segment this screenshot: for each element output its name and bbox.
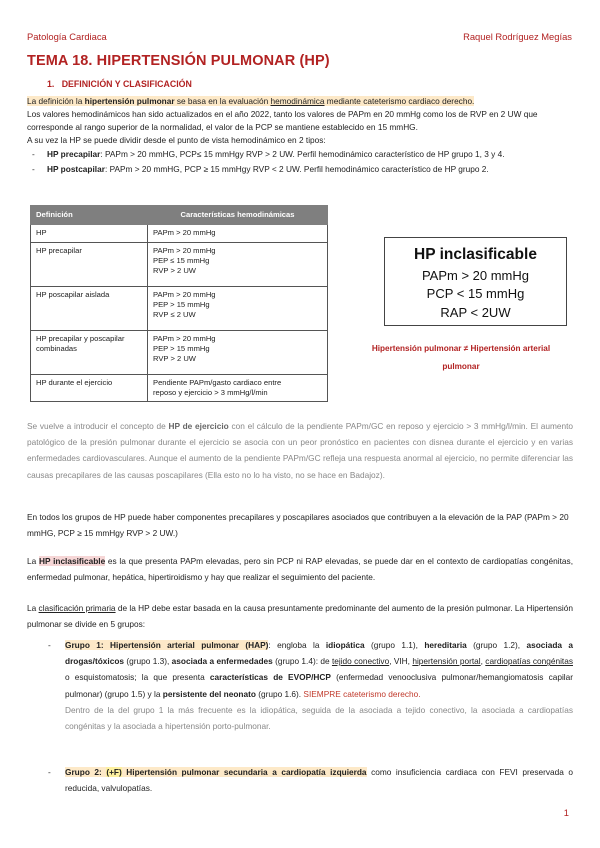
all-groups-paragraph: En todos los grupos de HP puede haber componentes precapilares y poscapilares asociados que contribuyen a la elevación de la PAP (PAPm > 20 mmHG, PCP ≥ 15 mmHgy RVP > 2 UW.)	[27, 512, 569, 539]
box-line: RAP < 2UW	[440, 304, 511, 320]
table-row: HP poscapilar aislada PAPm > 20 mmHg PEP > 15 mmHg RVP ≤ 2 UW	[31, 286, 328, 330]
hp-inclasificable-box	[384, 237, 567, 326]
header-subject: Patología Cardiaca	[27, 31, 107, 42]
term-hipertension-pulmonar: hipertensión pulmonar	[84, 96, 175, 106]
page-title: TEMA 18. HIPERTENSIÓN PULMONAR (HP)	[27, 53, 330, 69]
intro-block	[27, 95, 573, 176]
definition-paragraph: La definición la hipertensión pulmonar se basa en la evaluación hemodinámica mediante cateterismo cardiaco derecho.	[27, 96, 475, 106]
table-row: HP durante el ejercicio Pendiente PAPm/gasto cardiaco entre reposo y ejercicio > 3 mmHg/l/min	[31, 374, 328, 402]
list-item: - HP precapilar: PAPm > 20 mmHG, PCP≤ 15 mmHgy RVP > 2 UW. Perfil hemodinámico característico de HP grupo 1, 3 y 4.	[32, 149, 505, 160]
group-1-note: Dentro de la del grupo 1 la más frecuente es la idiopática, seguida de la asociada a tejido conectivo, la asociada a cardiopatías congénitas y la asociada a hipertensión porto-pulmonar.	[65, 704, 573, 731]
types-intro: A su vez la HP se puede dividir desde el punto de vista hemodinámico en 2 tipos:	[27, 134, 326, 145]
section-number: 1.	[47, 79, 55, 89]
table-row: HP precapilar PAPm > 20 mmHg PEP ≤ 15 mmHg RVP > 2 UW	[31, 242, 328, 286]
list-item: - HP postcapilar: PAPm > 20 mmHG, PCP ≥ 15 mmHgy RVP < 2 UW. Perfil hemodinámico característico de HP grupo 2.	[32, 164, 489, 175]
hemodynamic-table	[30, 205, 328, 402]
values-paragraph: Los valores hemodinámicos han sido actualizados en el año 2022, tanto los valores de PAPm en 20 mmHg como los de RVP en 2 UW que corresponde al rango superior de la normalidad, el valor de la PCP se mantiene establecido en 15 mmHG.	[27, 108, 538, 132]
page-header	[27, 30, 572, 45]
table-row: HP PAPm > 20 mmHg	[31, 225, 328, 242]
classification-paragraph: La clasificación primaria de la HP debe estar basada en la causa presuntamente predominante del aumento de la presión pulmonar. La Hipertensión pulmonar se divide en 5 grupos:	[27, 603, 573, 630]
box-title: HP inclasificable	[414, 246, 537, 263]
term-hemodinamica: hemodinámica	[270, 96, 325, 106]
table-header-row: Definición Características hemodinámicas	[31, 206, 328, 225]
box-line: PAPm > 20 mmHg	[421, 268, 530, 284]
table-row: HP precapilar y poscapilar combinadas PAPm > 20 mmHg PEP > 15 mmHg RVP > 2 UW	[31, 330, 328, 374]
inclasificable-paragraph: La HP inclasificable es la que presenta PAPm elevadas, pero sin PCP ni RAP elevadas, se puede dar en el contexto de cardiopatías congénitas, enfermedad pulmonar, hepática, hipertiroidismo y hay que realizar el seguimiento del paciente.	[27, 556, 573, 583]
section-title: DEFINICIÓN Y CLASIFICACIÓN	[61, 79, 192, 89]
section-heading	[47, 78, 192, 92]
group-2-item: - Grupo 2: (+F) Hipertensión pulmonar secundaria a cardiopatía izquierda como insuficiencia cardiaca con FEVI preservada o reducida, valvulopatías.	[48, 767, 573, 794]
box-line: PCP < 15 mmHg	[426, 286, 525, 302]
page-number: 1	[563, 807, 569, 818]
header-author: Raquel Rodríguez Megías	[463, 31, 572, 42]
not-equal-note: Hipertensión pulmonar ≠ Hipertensión arterial pulmonar	[371, 344, 551, 372]
exercise-paragraph: Se vuelve a introducir el concepto de HP de ejercicio con el cálculo de la pendiente PAPm/GC en reposo y ejercicio > 3 mmHg/l/min. El aumento patológico de la presión pulmonar durante el ejercicio se asocia con un peor pronóstico en pacientes con disnea durante el ejercicio y en varias enfermedades cardiovasculares. Aunque el aumento de la pendiente PAPm/GC refleja una respuesta anormal al ejercicio, no permite diferenciar las causas precapilares de las causas poscapilares (Ella esto no lo ha visto, no se hace en Badajoz).	[27, 421, 574, 480]
group-1-item: - Grupo 1: Hipertensión arterial pulmonar (HAP): engloba la idiopática (grupo 1.1), hereditaria (grupo 1.2), asociada a drogas/tóxicos (grupo 1.3), asociada a enfermedades (grupo 1.4): de tejido conectivo, VIH, hipertensión portal, cardiopatías congénitas o esquistomatosis; la que presenta características de EVOP/HCP (enfermedad venooclusiva pulmonar/hemangiomatosis capilar pulmonar) (grupo 1.5) y la persistente del neonato (grupo 1.6). SIEMPRE cateterismo derecho. Dentro de la del grupo 1 la más frecuente es la idiopática, seguida de la asociada a tejido conectivo, la asociada a cardiopatías congénitas y la asociada a hipertensión porto-pulmonar.	[27, 637, 573, 734]
